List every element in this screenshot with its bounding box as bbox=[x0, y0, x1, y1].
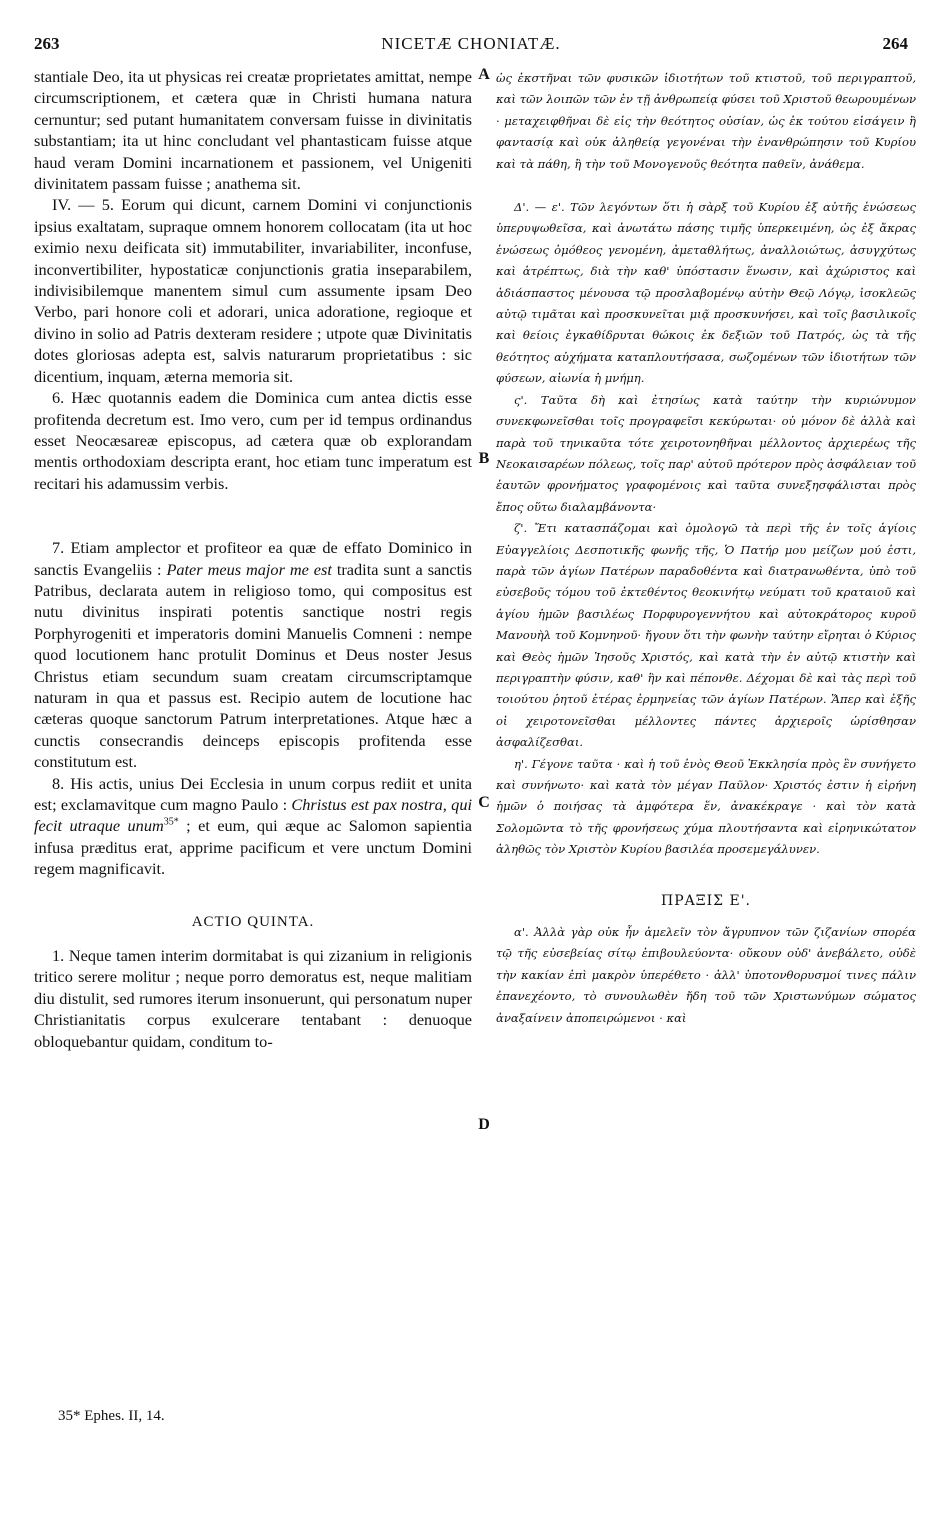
latin-paragraph: IV. — 5. Eorum qui dicunt, carnem Domini vi conjunctionis ipsius exaltatam, supraque omnem honorem collocatam (ita ut hoc eximio nexu deificata sit) immutabiliter, invariabiliter, inconfuse, inconvertibiliter, hypostaticæ conjunctionis gratia inseparabilem, indivisibilemque manentem simul cum assumente ipsam Deo Verbo, pari honore coli et adorari, unica adoratione, regioque et divino in solio ad Patris dexteram residere ; utpote quæ Divinitatis dotes gloriosas adepta est, salvis naturarum proprietatibus : sic dicentium, inquam, æterna memoria sit. bbox=[34, 195, 472, 386]
greek-paragraph: Δ'. — ε'. Τῶν λεγόντων ὅτι ἡ σὰρξ τοῦ Κυρίου ἐξ αὐτῆς ἑνώσεως ὑπερυψωθεῖσα, καὶ ἀνωτάτω πάσης τιμῆς ὑπερκειμένη, ὡς ἐξ ἄκρας ἑνώσεως ὁμόθεος γενομένη, ἀμεταθλήτως, ἀναλλοιώτως, ἀσυγχύτως καὶ ἀτρέπτως, διὰ τὴν καθ' ὑπόστασιν ἕνωσιν, καὶ ἀχώριστος καὶ ἀδιάσπαστος μένουσα τῷ προσλαβομένῳ αὐτὴν Θεῷ Λόγῳ, ἰσοκλεῶς αὐτῷ τιμᾶται καὶ προσκυνεῖται μιᾷ προσκυνήσει, καὶ τοῖς βασιλικοῖς καὶ θείοις ἐγκαθίδρυται θώκοις ἐκ δεξιῶν τοῦ Πατρός, ὡς τὰ τῆς θεότητος αὐχήματα καταπλουτήσασα, σωζομένων τῶν ἰδιοτήτων τῶν φύσεων, αἰωνία ἡ μνήμη. bbox=[496, 200, 916, 386]
latin-text: tradita sunt a sanctis Patribus, declarata autem in religioso tomo, qui compositus est nutu divinitus inspirati potentis sanctique nostri regis Porphyrogeniti et imperatoris domini Manuelis Comneni : nempe quod locutionem hanc protulit Dominus et Deus noster Jesus Christus etiam secundum suam creatam circumscriptamque naturam in qua et passus est. Recipio autem de locutione hac cæteras quoque sanctorum Patrum interpretationes. Atque hæc a cunctis consecrandis deinceps episcopis profitenda esse constitutum est. bbox=[34, 559, 473, 772]
page-number-left: 263 bbox=[34, 34, 60, 53]
margin-letter-d: D bbox=[478, 1116, 490, 1133]
latin-column bbox=[34, 66, 472, 1052]
greek-paragraph: η'. Γέγονε ταῦτα · καὶ ἡ τοῦ ἑνὸς Θεοῦ Ἐκκλησία πρὸς ἓν συνήγετο καὶ συνήνωτο· καὶ κατὰ τὸν μέγαν Παῦλον· Χριστός ἐστιν ἡ εἰρήνη ἡμῶν ὁ ποιήσας τὰ ἀμφότερα ἕν, ἀνακέκραγε · καὶ τὸν κατὰ Σολομῶντα τὸ τῆς φρονήσεως χύμα πλουτήσαντα καὶ εἰρηνικώτατον ἀληθῶς τὸν Χριστὸν Κυρίου βασιλέα προσεμεγάλυνεν. bbox=[496, 756, 916, 857]
latin-paragraph: 6. Hæc quotannis eadem die Dominica cum antea dictis esse profitenda decretum est. Imo vero, cum per id tempus ordinandus esset Neocæsareæ episcopus, ad cætera quæ ob explorandam mentis orthodoxiam descripta erant, hoc etiam tunc imperatum est recitari his adamussim verbis. bbox=[34, 388, 472, 493]
latin-quotation: Pater meus major me est bbox=[166, 559, 332, 579]
greek-paragraph: ὡς ἐκστῆναι τῶν φυσικῶν ἰδιοτήτων τοῦ κτιστοῦ, τοῦ περιγραπτοῦ, καὶ τῶν λοιπῶν τῶν ἐν τῇ ἀνθρωπείᾳ φύσει τοῦ Χριστοῦ θεωρουμένων · μεταχειφθῆναι δὲ εἰς τὴν θεότητος οὐσίαν, ὡς ἐκ τούτου εἰσάγειν ἢ φαντασίᾳ καὶ οὐκ ἀληθείᾳ γεγονέναι τὴν ἐνανθρώπησιν τοῦ Κυρίου καὶ τὰ πάθη, ἢ τὴν τοῦ Μονογενοῦς θεότητα παθεῖν, ἀνάθεμα. bbox=[496, 71, 916, 171]
latin-paragraph: stantiale Deo, ita ut physicas rei creatæ proprietates amittat, nempe circumscriptionem, et cætera quæ in Christi humana natura cernuntur; sed putant humanitatem conversam fuisse in divinitatis substantiam; ita ut hinc concludant vel phantasticam fuisse atque haud veram Domini incarnationem et passionem, vel Unigeniti divinitatem passam fuisse ; anathema sit. bbox=[34, 67, 472, 194]
section-heading-latin: ACTIO QUINTA. bbox=[191, 913, 315, 930]
latin-quotation: Christus est pax nostra, qui fecit utraque unum bbox=[34, 795, 472, 836]
greek-paragraph: α'. Ἀλλὰ γὰρ οὐκ ἦν ἀμελεῖν τὸν ἄγρυπνον τῶν ζιζανίων σπορέα τῷ τῆς εὐσεβείας σίτῳ ἐπιβουλεύοντα· οὔκουν οὐδ' ἀνεβάλετο, οὐδὲ τὴν κακίαν ἐπὶ μακρὸν ὑπερέθετο · ἀλλ' ὑποτονθορυσμοί τινες πάλιν ἐπανεχέοντο, τὸ συνουλωθὲν ἤδη τοῦ τῶν Χριστωνύμων σώματος ἀναξαίνειν ἀποπειρώμενοι · καὶ bbox=[496, 925, 916, 1025]
running-title: NICETÆ CHONIATÆ. bbox=[381, 34, 561, 53]
page-number-right: 264 bbox=[882, 34, 908, 53]
latin-paragraph: 1. Neque tamen interim dormitabat is qui zizanium in religionis tritico serere molitur ; neque porro demoratus est, neque malitiam diu distulit, sed rumores iterum insonuerunt, qui personatum nuper Christianitatis corpus exulcerare tentabant : denuoque obloquebantur quidam, conditum to- bbox=[34, 946, 472, 1051]
latin-paragraph bbox=[34, 773, 472, 880]
greek-paragraph: ς'. Ταῦτα δὴ καὶ ἐτησίως κατὰ ταύτην τὴν κυριώνυμον συνεκφωνεῖσθαι τοῖς προγραφεῖσι κεκύρωται· οὐ μόνον δὲ ἀλλὰ καὶ παρὰ τοῦ τηνικαῦτα τότε χειροτονηθῆναι μέλλοντος ἀρχιερέως τῆς Νεοκαισαρέων πόλεως, τοῖς παρ' αὐτοῦ πρότερον πρὸς ἀσφάλειαν τοῦ ἑαυτῶν φρονήματος γραφομένοις καὶ ταῦτα συνεξησφάλισται πρὸς ἔπος οὕτω διαλαμβάνοντα· bbox=[496, 392, 916, 514]
margin-letter-b: B bbox=[478, 450, 490, 467]
latin-text: ; et eum, qui æque ac Salomon sapientia infusa præditus erat, apprime pacificum et vere unctum Domini regem magnificavit. bbox=[34, 816, 472, 879]
margin-letter-a: A bbox=[478, 66, 490, 83]
footnote: 35* Ephes. II, 14. bbox=[58, 1408, 165, 1424]
page-header bbox=[34, 34, 908, 60]
latin-text: 7. Etiam amplector et profiteor ea quæ de effato Dominico in sanctis Evangeliis : bbox=[34, 538, 472, 579]
latin-text: 8. His actis, unius Dei Ecclesia in unum corpus rediit et unita est; exclamavitque cum magno Paulo : bbox=[34, 773, 472, 814]
greek-column bbox=[496, 68, 916, 1029]
latin-paragraph bbox=[34, 537, 472, 772]
footnote-ref: 35* bbox=[163, 816, 179, 828]
margin-letter-c: C bbox=[478, 794, 490, 811]
section-heading-greek: ΠΡΑΞΙΣ Ε'. bbox=[661, 892, 751, 909]
greek-paragraph: ζ'. Ἔτι κατασπάζομαι καὶ ὁμολογῶ τὰ περὶ τῆς ἐν τοῖς ἁγίοις Εὐαγγελίοις Δεσποτικῆς φωνῆς τῆς, Ὁ Πατήρ μου μείζων μού ἐστι, παρὰ τῶν ἁγίων Πατέρων παραδοθέντα καὶ διατρανωθέντα, ὑπὸ τοῦ εὐσεβοῦς τόμου τοῦ ἐκτεθέντος θεοκινήτῳ νεύματι τοῦ κραταιοῦ καὶ ἁγίου ἡμῶν βασιλέως Πορφυρογεννήτου καὶ αὐτοκράτορος κυροῦ Μανουὴλ τοῦ Κομνηνοῦ· ἤγουν ὅτι τὴν φωνὴν ταύτην εἴρηται ὁ Κύριος καὶ Θεὸς ἡμῶν Ἰησοῦς Χριστός, καὶ κατὰ τὴν ἐν αὐτῷ κτιστὴν καὶ περιγραπτὴν φύσιν, καθ' ἣν καὶ πέπονθε. Δέχομαι δὲ καὶ τὰς περὶ τοῦ τοιούτου ῥητοῦ ἑτέρας ἑρμηνείας τῶν ἁγίων Πατέρων. Ἅπερ καὶ ἑξῆς οἱ χειροτονεῖσθαι μέλλοντες πάντες ἀρχιεροῖς ὡρίσθησαν ἀσφαλίζεσθαι. bbox=[496, 521, 916, 750]
